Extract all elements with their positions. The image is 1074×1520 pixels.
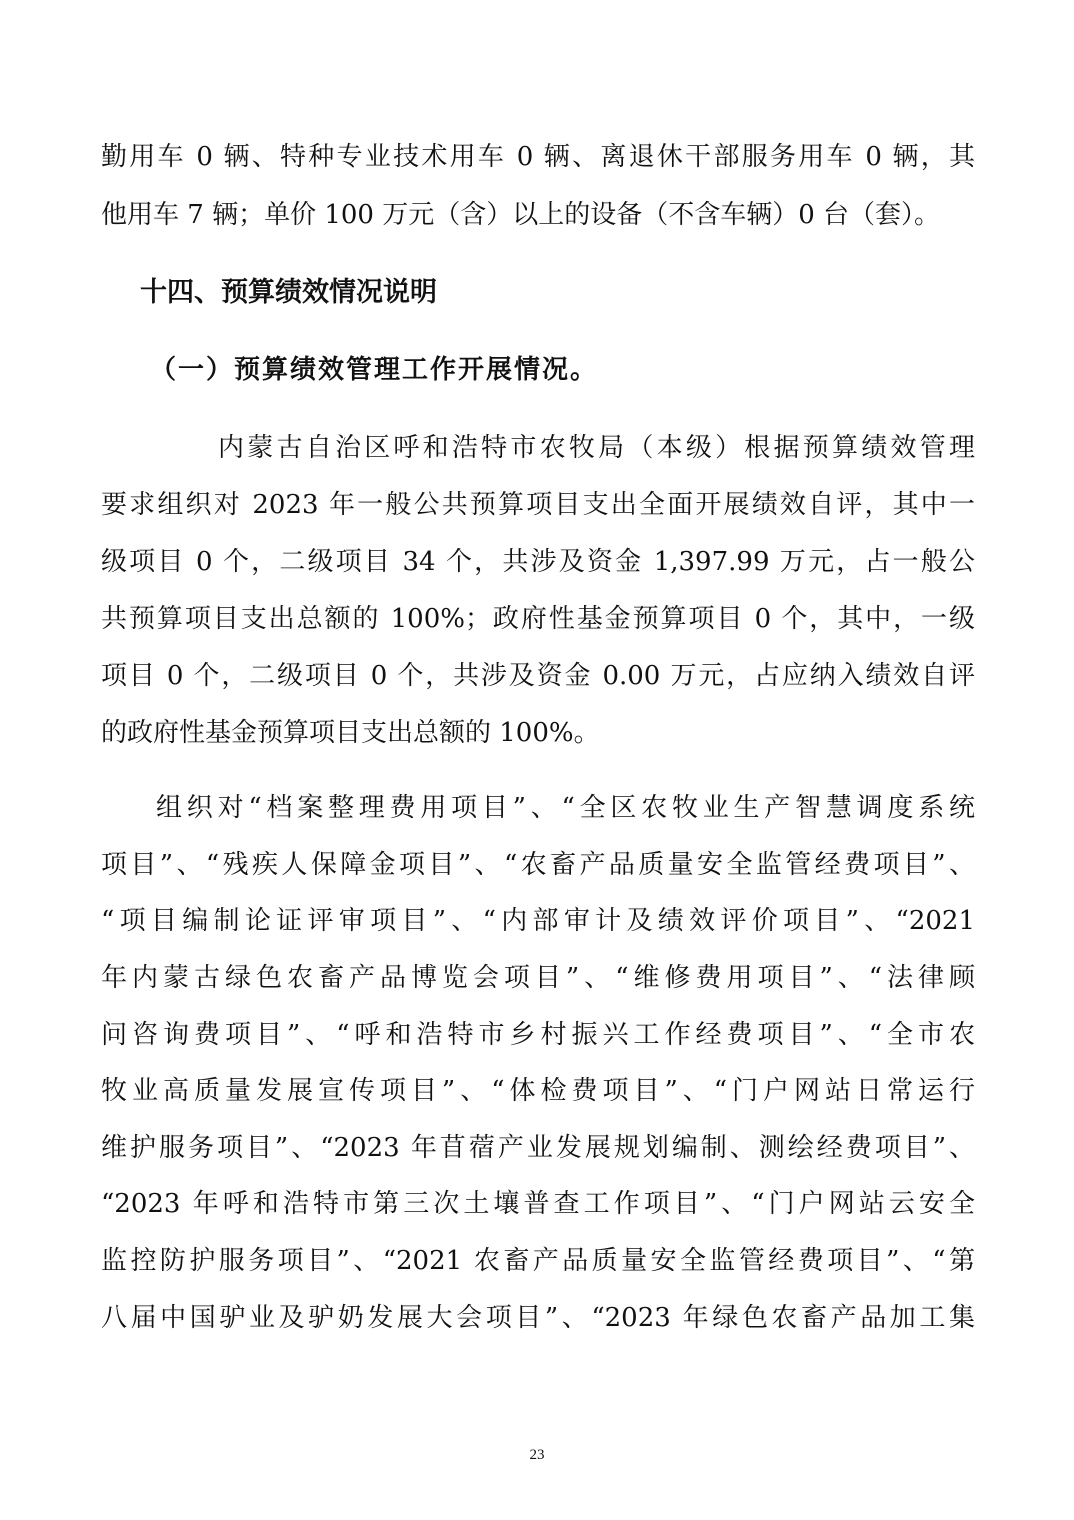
text-line: 监控防护服务项目”、“2021 农畜产品质量安全监管经费项目”、“第 [101, 1246, 975, 1276]
text-line: 年内蒙古绿色农畜产品博览会项目”、“维修费用项目”、“法律顾 [101, 963, 975, 993]
page-number: 23 [529, 1447, 545, 1463]
text-line: 维护服务项目”、“2023 年苜蓿产业发展规划编制、测绘经费项目”、 [101, 1133, 975, 1163]
text-line: 内蒙古自治区呼和浩特市农牧局（本级）根据预算绩效管理 [218, 433, 975, 463]
text-line: 项目”、“残疾人保障金项目”、“农畜产品质量安全监管经费项目”、 [101, 850, 975, 880]
text-line: “项目编制论证评审项目”、“内部审计及绩效评价项目”、“2021 [101, 906, 975, 936]
text-line: 勤用车 0 辆、特种专业技术用车 0 辆、离退休干部服务用车 0 辆，其 [101, 142, 975, 172]
text-line: 问咨询费项目”、“呼和浩特市乡村振兴工作经费项目”、“全市农 [101, 1020, 975, 1050]
text-line: 八届中国驴业及驴奶发展大会项目”、“2023 年绿色农畜产品加工集 [101, 1303, 975, 1333]
text-line: 级项目 0 个，二级项目 34 个，共涉及资金 1,397.99 万元，占一般公 [101, 547, 975, 577]
text-line: 组织对“档案整理费用项目”、“全区农牧业生产智慧调度系统 [156, 793, 975, 823]
text-line: 要求组织对 2023 年一般公共预算项目支出全面开展绩效自评，其中一 [101, 490, 975, 520]
section-heading: 十四、预算绩效情况说明 [140, 277, 437, 308]
text-line: “2023 年呼和浩特市第三次土壤普查工作项目”、“门户网站云安全 [101, 1189, 975, 1219]
text-line: 牧业高质量发展宣传项目”、“体检费项目”、“门户网站日常运行 [101, 1076, 975, 1106]
text-line: 项目 0 个，二级项目 0 个，共涉及资金 0.00 万元，占应纳入绩效自评 [101, 661, 975, 691]
text-line: 共预算项目支出总额的 100%；政府性基金预算项目 0 个，其中，一级 [101, 604, 975, 634]
sub-heading: （一）预算绩效管理工作开展情况。 [150, 355, 599, 385]
text-line: 他用车 7 辆；单价 100 万元（含）以上的设备（不含车辆）0 台（套）。 [101, 200, 941, 230]
text-line: 的政府性基金预算项目支出总额的 100%。 [101, 718, 600, 748]
